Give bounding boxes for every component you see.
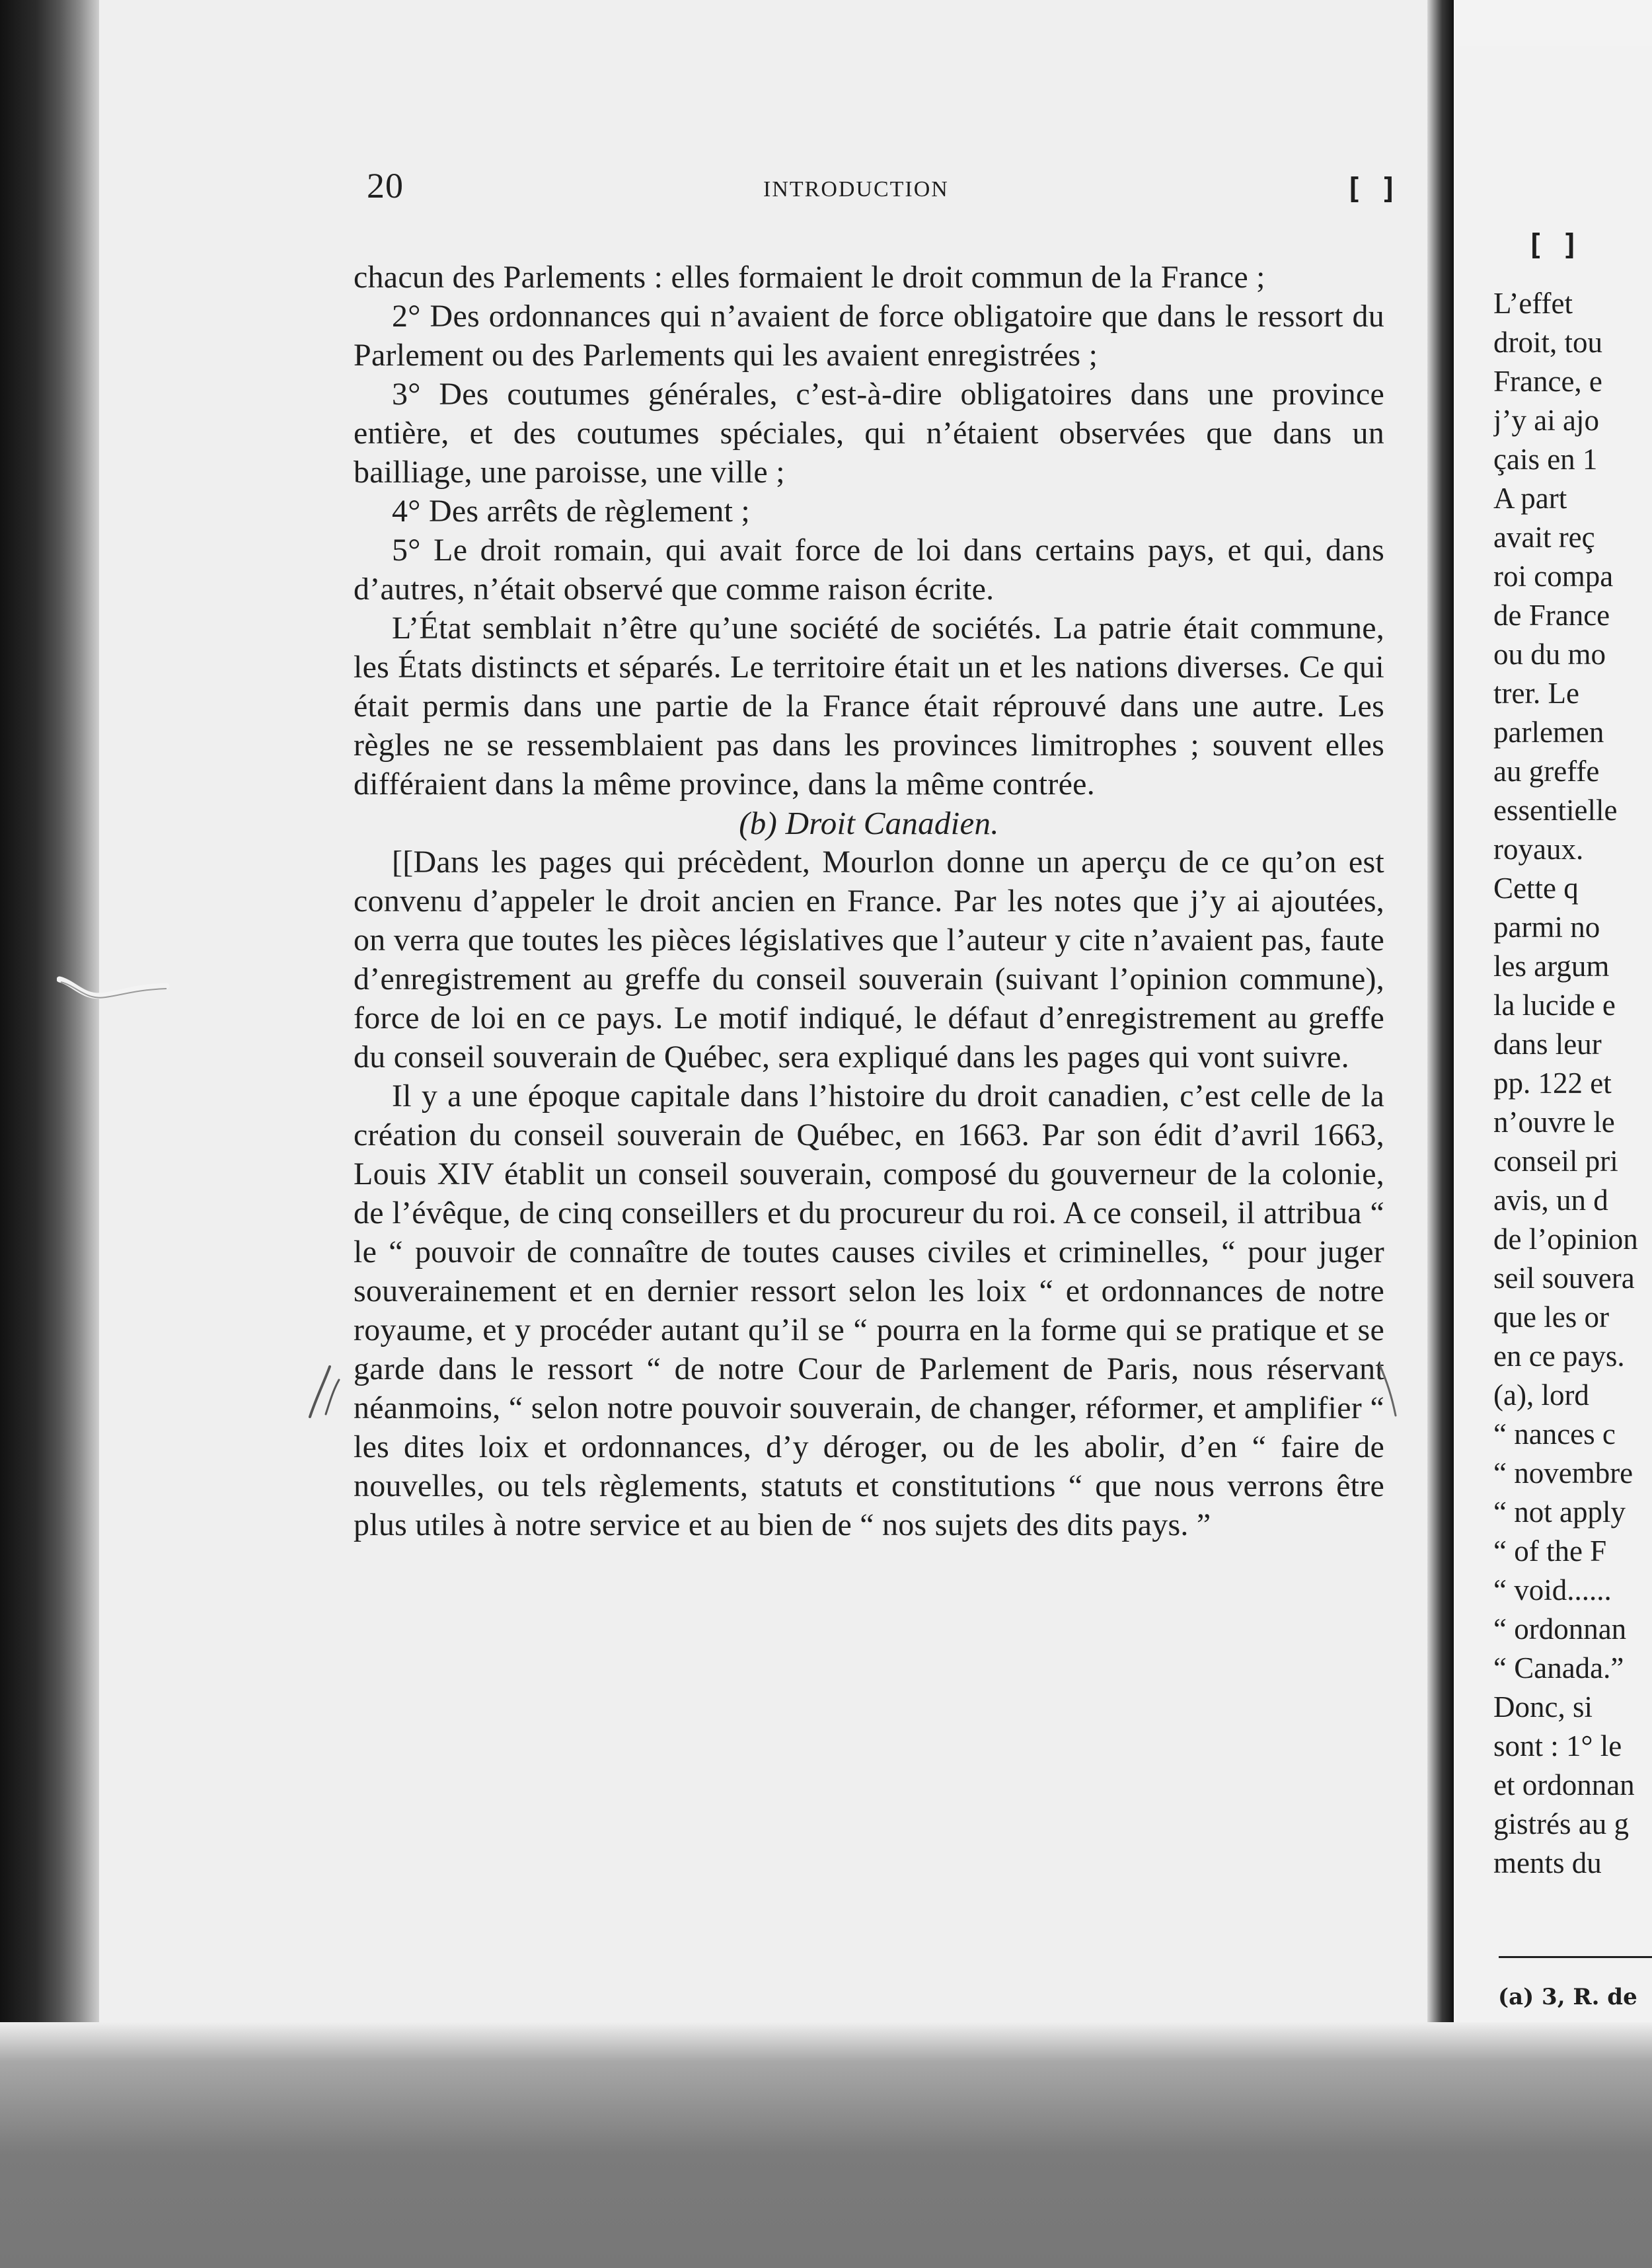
right-page-line: “ novembre (1493, 1456, 1633, 1490)
right-page-line: “ void...... (1493, 1573, 1612, 1606)
paragraph: L’État semblait n’être qu’une société de sociétés. La patrie était commune, les États distincts et séparés. Le territoire était un et les nations diverses. Ce qui était permis dans une partie de la France était réprouvé dans une autre. Les règles ne se ressemblaient pas dans les provinces limitrophes ; souvent elles différaient dans la même province, dans la même contrée. (354, 611, 1384, 802)
right-page-footnote: (a) 3, R. de (1498, 1984, 1637, 2010)
right-page-line: seil souvera (1493, 1262, 1635, 1295)
paragraph: 3° Des coutumes générales, c’est-à-dire obligatoires dans une province entière, et des coutumes spéciales, qui n’étaient observées que dans un bailliage, une paroisse, une ville ; (354, 377, 1384, 490)
right-page-line: en ce pays. (1493, 1340, 1625, 1373)
right-page-line: de France (1493, 599, 1610, 632)
right-page-line: droit, tou (1493, 326, 1602, 359)
header-bracket: [ ] (1345, 172, 1398, 206)
right-page-line: France, e (1493, 365, 1602, 398)
paragraph: 4° Des arrêts de règlement ; (392, 494, 750, 529)
right-page-line: les argum (1493, 950, 1610, 983)
right-page-bracket: [ ] (1526, 228, 1579, 262)
right-page-line: “ ordonnan (1493, 1612, 1627, 1645)
pencil-margin-mark (301, 1361, 347, 1434)
right-page-line: sont : 1° le (1493, 1729, 1622, 1762)
paragraph: 5° Le droit romain, qui avait force de loi dans certains pays, et qui, dans d’autres, n’était observé que comme raison écrite. (354, 533, 1384, 607)
right-page-line: gistrés au g (1493, 1807, 1629, 1840)
book-gutter (1427, 0, 1454, 2268)
footnote-rule (1499, 1956, 1652, 1958)
right-page-line: roi compa (1493, 560, 1614, 593)
right-page-text (1493, 284, 1652, 2174)
right-page-line: et ordonnan (1493, 1768, 1635, 1801)
right-page-line: royaux. (1493, 833, 1584, 866)
right-page-line: parmi no (1493, 911, 1600, 944)
right-page-line: n’ouvre le (1493, 1106, 1615, 1139)
right-page-line: (a), lord (1493, 1379, 1589, 1412)
right-page-line: “ of the F (1493, 1534, 1607, 1568)
right-page-line: çais en 1 (1493, 443, 1598, 476)
paragraph: Il y a une époque capitale dans l’histoire du droit canadien, c’est celle de la création du conseil souverain de Québec, en 1663. Par son édit d’avril 1663, Louis XIV établit un conseil souverain, composé du gouverneur de la colonie, de l’évêque, de cinq conseillers et du procureur du roi. A ce conseil, il attribua “ le “ pouvoir de connaître de toutes causes civiles et criminelles, “ pour juger souverainement et en dernier ressort selon les loix “ et ordonnances de notre royaume, et y procéder autant qu’il se “ pourra en la forme qui se pratique et se garde dans le ressort “ de notre Cour de Parlement de Paris, nous réservant néanmoins, “ selon notre pouvoir souverain, de changer, réformer, et amplifier “ les dites loix et ordonnances, d’y déroger, ou de les abolir, d’en “ faire de nouvelles, ou tels règlements, statuts et constitutions “ que nous verrons être plus utiles à notre service et au bien de “ nos sujets des dits pays. ” (354, 1078, 1384, 1542)
right-page-line: ments du (1493, 1846, 1602, 1879)
right-page-line: trer. Le (1493, 677, 1579, 710)
book-left-edge (0, 0, 99, 2268)
curled-paper-mark (57, 965, 176, 1011)
right-page-line: Donc, si (1493, 1690, 1593, 1723)
right-page-line: Cette q (1493, 872, 1579, 905)
main-text (354, 258, 1384, 1544)
right-page-line: “ not apply (1493, 1495, 1626, 1529)
right-page-line: conseil pri (1493, 1145, 1618, 1178)
right-page-line: parlemen (1493, 716, 1604, 749)
right-page-line: dans leur (1493, 1028, 1602, 1061)
right-page-line: L’effet (1493, 287, 1573, 320)
section-heading: (b) Droit Canadien. (739, 805, 999, 841)
pencil-line-mark (1374, 1361, 1401, 1421)
right-page-line: avait reç (1493, 521, 1595, 554)
right-page-line: de l’opinion (1493, 1223, 1638, 1256)
paragraph: [[Dans les pages qui précèdent, Mourlon donne un aperçu de ce qu’on est convenu d’appeler le droit ancien en France. Par les notes que j’y ai ajoutées, on verra que toutes les pièces législatives que l’auteur y cite n’avaient pas, faute d’enregistrement au greffe du conseil souverain (suivant l’opinion commune), force de loi en ce pays. Le motif indiqué, le défaut d’enregistrement au greffe du conseil souverain de Québec, sera expliqué dans les pages qui vont suivre. (354, 845, 1384, 1075)
paragraph: chacun des Parlements : elles formaient le droit commun de la France ; (354, 260, 1265, 295)
running-title: INTRODUCTION (763, 177, 949, 202)
right-page-line: ou du mo (1493, 638, 1606, 671)
right-page-line: “ Canada.” (1493, 1651, 1624, 1684)
right-page-line: la lucide e (1493, 989, 1616, 1022)
paragraph: 2° Des ordonnances qui n’avaient de force obligatoire que dans le ressort du Parlement ou des Parlements qui les avaient enregistrées ; (354, 299, 1384, 373)
right-page-line: essentielle (1493, 794, 1618, 827)
right-page-line: j’y ai ajo (1493, 404, 1599, 437)
page-number: 20 (367, 166, 404, 206)
right-page-line: au greffe (1493, 755, 1600, 788)
page-header (367, 165, 1398, 218)
right-page-line: que les or (1493, 1301, 1609, 1334)
right-page-line: avis, un d (1493, 1184, 1608, 1217)
page-bottom-shadow (0, 2022, 1652, 2268)
right-page-line: “ nances c (1493, 1418, 1616, 1451)
right-page-line: pp. 122 et (1493, 1067, 1612, 1100)
right-page-line: A part (1493, 482, 1567, 515)
